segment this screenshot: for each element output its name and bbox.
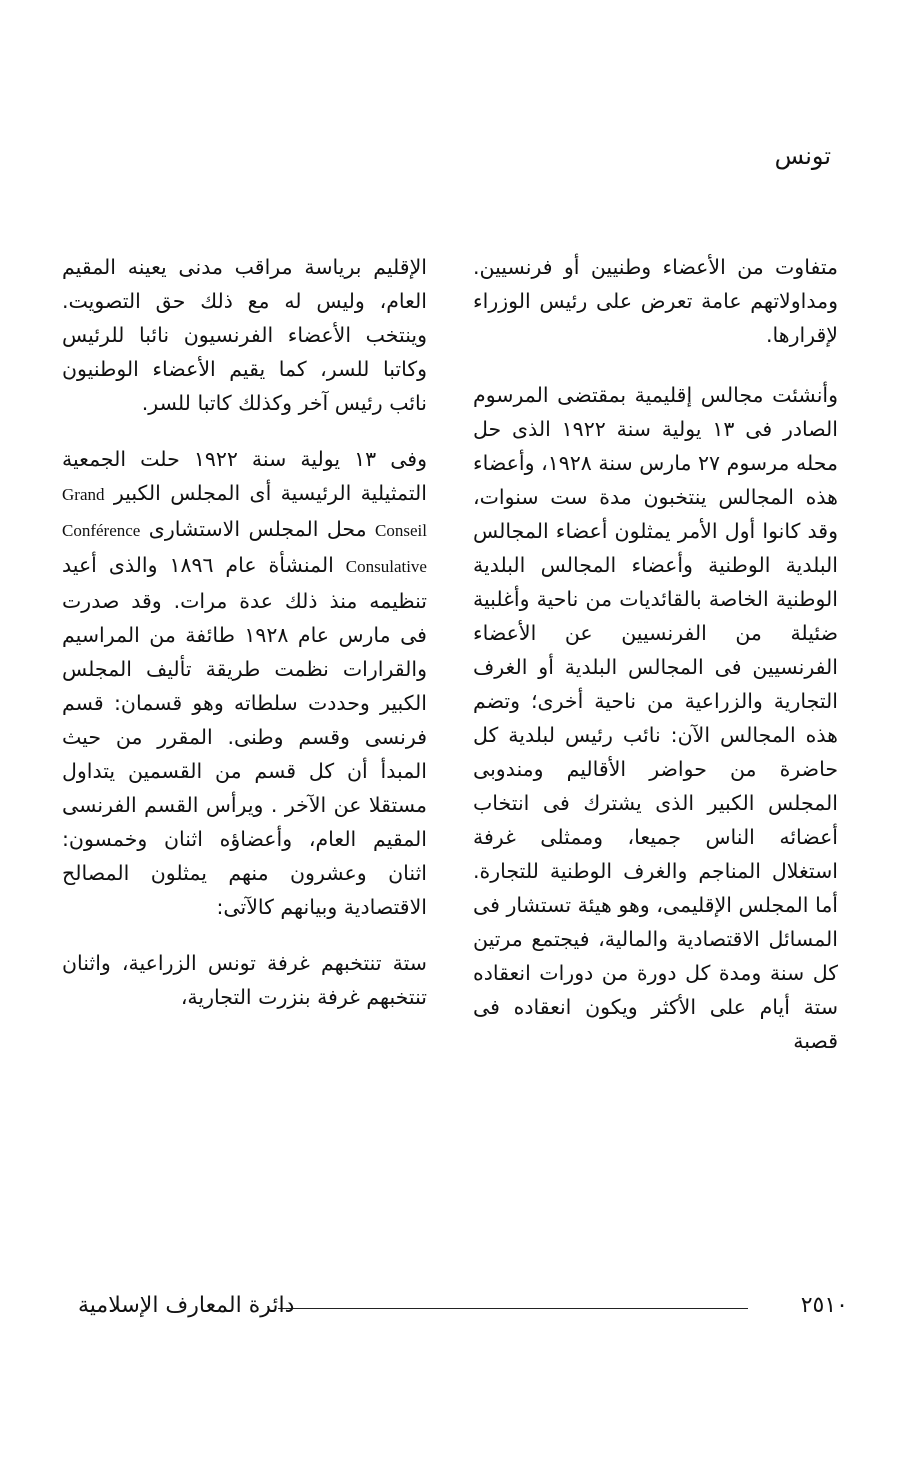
right-column (473, 250, 838, 1080)
left-paragraph-2 (62, 442, 427, 924)
left-column (62, 250, 427, 1036)
latin-term-conference-consulative: Conférence Consulative (62, 521, 427, 576)
page-number: ٢٥١٠ (800, 1293, 848, 1318)
left-paragraph-2-text-b: محل المجلس الاستشارى (148, 517, 367, 541)
running-header: تونس (774, 142, 831, 170)
left-paragraph-3: ستة تنتخبهم غرفة تونس الزراعية، واثنان تنتخبهم غرفة بنزرت التجارية، (62, 951, 427, 1009)
right-paragraph-2: وأنشئت مجالس إقليمية بمقتضى المرسوم الصادر فى ١٣ يولية سنة ١٩٢٢ الذى حل محله مرسوم ٢٧ مارس سنة ١٩٢٨، وأعضاء هذه المجالس ينتخبون مدة ست سنوات، وقد كانوا أول الأمر يمثلون أعضاء المجالس البلدية الوطنية وأعضاء المجالس البلدية الوطنية الخاصة بالقائديات من ناحية وأغلبية ضئيلة من الفرنسيين عن الأعضاء الفرنسيين فى المجالس البلدية أو الغرف التجارية والزراعية من ناحية أخرى؛ وتضم هذه المجالس الآن: نائب رئيس لبلدية كل حاضرة من حواضر الأقاليم ومندوبى المجلس الكبير الذى يشترك فى انتخاب أعضائه الناس جميعا، وممثلى غرفة استغلال المناجم والغرف الوطنية للتجارة. أما المجلس الإقليمى، وهو هيئة تستشار فى المسائل الاقتصادية والمالية، فيجتمع مرتين كل سنة ومدة كل دورة من دورات انعقاده ستة أيام على الأكثر ويكون انعقاده فى قصبة (473, 383, 839, 1053)
left-paragraph-2-text-c: المنشأة عام ١٨٩٦ والذى أعيد تنظيمه منذ ذلك عدة مرات. وقد صدرت فى مارس عام ١٩٢٨ طائفة من المراسيم والقرارات نظمت طريقة تأليف المجلس الكبير وحددت سلطاته وهو قسمان: قسم فرنسى وقسم وطنى. المقرر من حيث المبدأ أن كل قسم من القسمين يتداول مستقلا عن الآخر . ويرأس القسم الفرنسى المقيم العام، وأعضاؤه اثنان وخمسون: اثنان وعشرون منهم يمثلون المصالح الاقتصادية وبيانهم كالآتى: (62, 553, 427, 919)
page-footer (78, 1293, 848, 1323)
left-paragraph-2-text-a: وفى ١٣ يولية سنة ١٩٢٢ حلت الجمعية التمثيلية الرئيسية أى المجلس الكبير (62, 447, 428, 505)
left-paragraph-1: الإقليم برياسة مراقب مدنى يعينه المقيم العام، وليس له مع ذلك حق التصويت. وينتخب الأعضاء الفرنسيون نائبا للرئيس وكاتبا للسر، كما يقيم الأعضاء الوطنيون نائب رئيس آخر وكذلك كاتبا للسر. (62, 255, 427, 415)
footer-rule (278, 1308, 748, 1309)
latin-term-grand-conseil: Grand Conseil (62, 485, 427, 540)
publication-title: دائرة المعارف الإسلامية (78, 1293, 295, 1318)
right-paragraph-1: متفاوت من الأعضاء وطنيين أو فرنسيين. ومداولاتهم عامة تعرض على رئيس الوزراء لإقرارها. (473, 255, 838, 347)
